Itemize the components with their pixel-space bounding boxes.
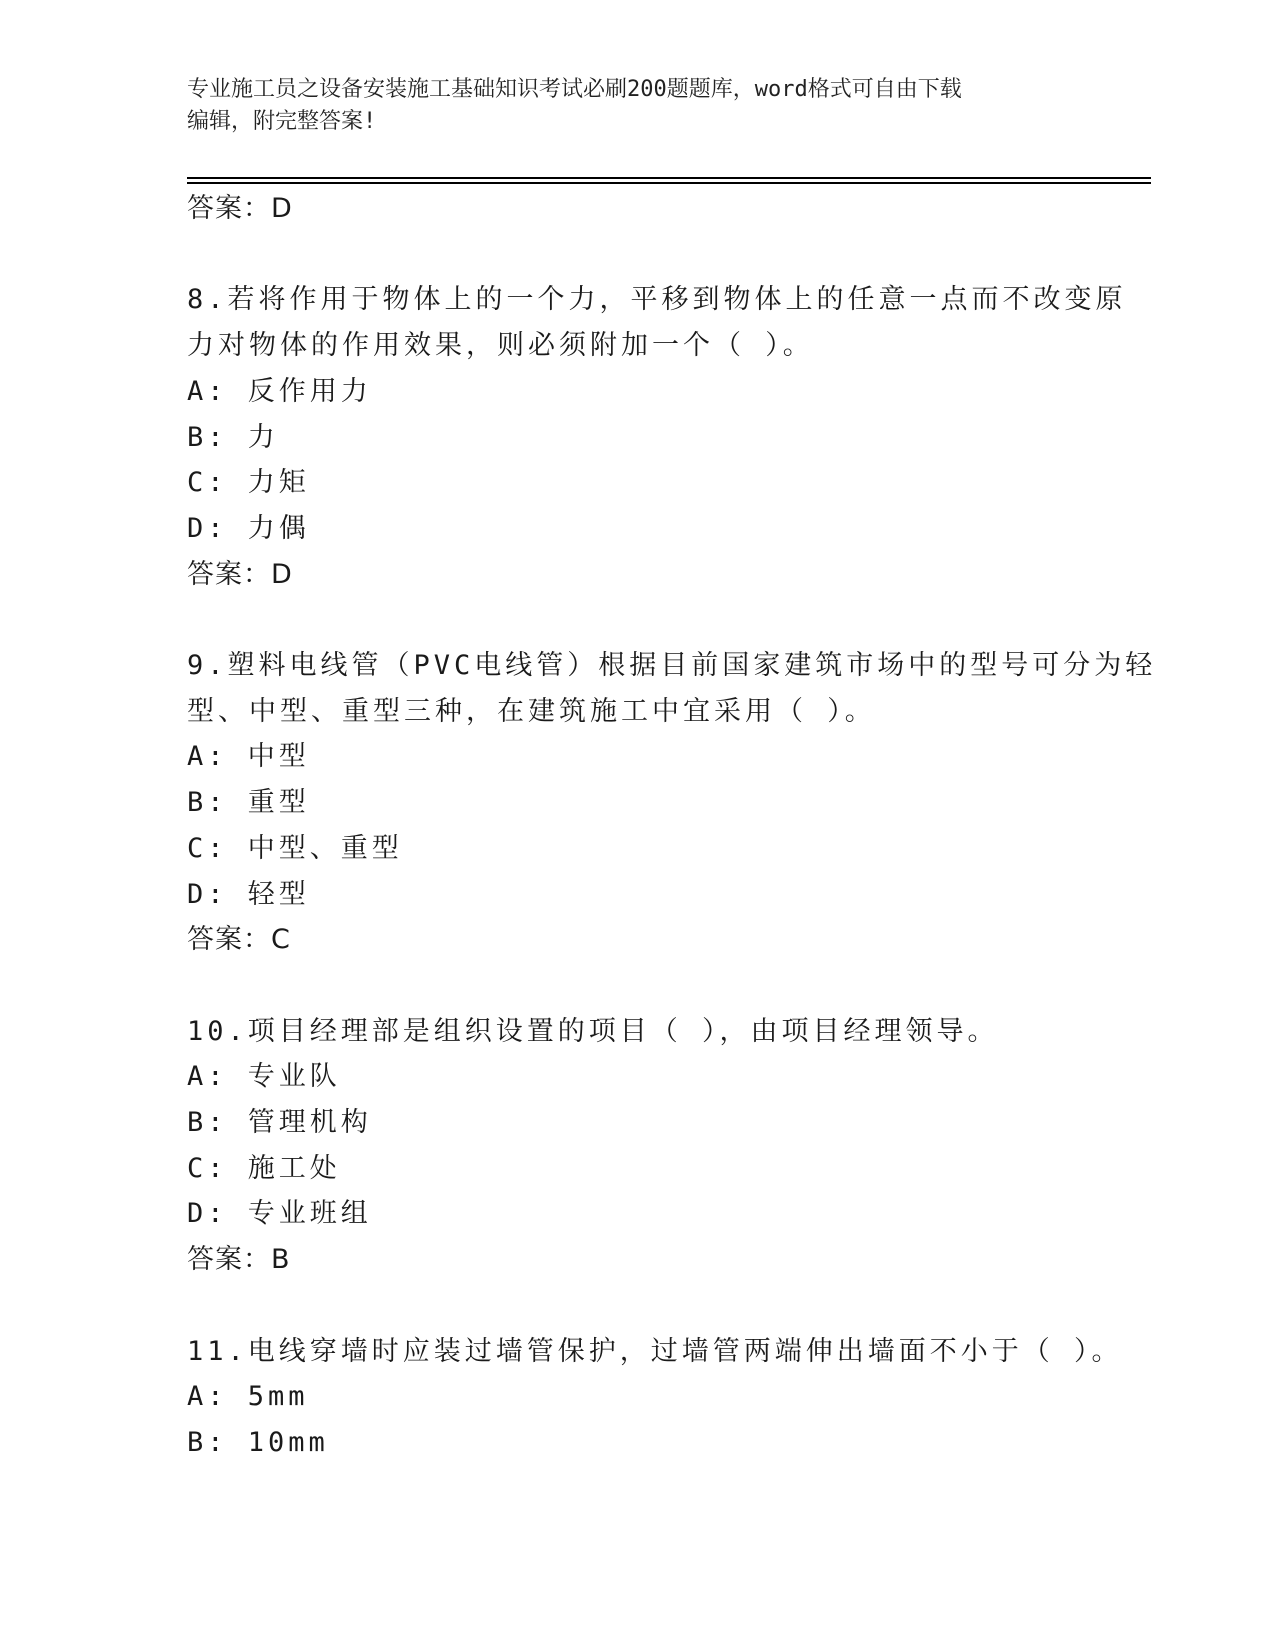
option-c: C: 中型、重型 <box>187 832 403 864</box>
answer-line: 答案：B <box>187 1244 291 1276</box>
answer-line: 答案：C <box>187 924 291 956</box>
option-d: D: 力偶 <box>187 512 310 544</box>
spacer <box>187 1283 1087 1329</box>
question-stem: 力对物体的作用效果，则必须附加一个（ ）。 <box>187 330 814 362</box>
question-stem: 11.电线穿墙时应装过墙管保护，过墙管两端伸出墙面不小于（ ）。 <box>187 1335 1123 1367</box>
question-11 <box>187 1329 1123 1466</box>
question-8 <box>187 277 1127 597</box>
answer-line: 答案：D <box>187 558 293 590</box>
question-stem: 型、中型、重型三种，在建筑施工中宜采用（ ）。 <box>187 695 876 727</box>
spacer <box>187 232 1087 278</box>
option-d: D: 专业班组 <box>187 1198 372 1230</box>
question-stem: 8.若将作用于物体上的一个力，平移到物体上的任意一点而不改变原 <box>187 284 1127 316</box>
option-c: C: 力矩 <box>187 467 310 499</box>
answer-line: 答案：D <box>187 193 293 224</box>
option-d: D: 轻型 <box>187 878 310 910</box>
question-list <box>187 186 1157 1466</box>
header-title-line-1: 专业施工员之设备安装施工基础知识考试必刷200题题库，word格式可自由下载 <box>187 77 962 102</box>
question-9 <box>187 643 1157 963</box>
header-rule-top <box>187 177 1151 179</box>
option-a: A: 5mm <box>187 1381 309 1413</box>
document-header <box>187 74 1077 138</box>
header-rule-bottom <box>187 182 1151 184</box>
spacer <box>187 963 1087 1009</box>
option-b: B: 力 <box>187 421 279 453</box>
option-a: A: 反作用力 <box>187 375 372 407</box>
option-b: B: 重型 <box>187 787 310 819</box>
question-stem: 10.项目经理部是组织设置的项目（ ），由项目经理领导。 <box>187 1015 999 1047</box>
question-stem: 9.塑料电线管（PVC电线管）根据目前国家建筑市场中的型号可分为轻 <box>187 650 1157 681</box>
header-title-line-2: 编辑，附完整答案! <box>187 109 377 134</box>
option-b: B: 管理机构 <box>187 1107 372 1139</box>
option-a: A: 中型 <box>187 741 310 773</box>
option-c: C: 施工处 <box>187 1152 341 1184</box>
spacer <box>187 597 1087 643</box>
question-10 <box>187 1009 1087 1283</box>
option-a: A: 专业队 <box>187 1061 341 1093</box>
option-b: B: 10mm <box>187 1426 329 1458</box>
